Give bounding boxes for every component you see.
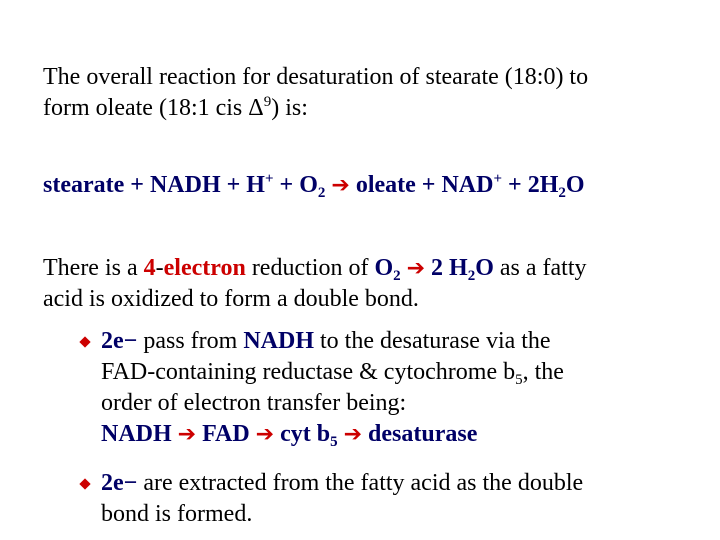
para-pre: There is a	[43, 255, 144, 281]
eq-nad-charge: +	[493, 171, 503, 187]
paragraph-line-1	[43, 253, 587, 284]
intro-line-2	[43, 93, 588, 124]
chain-nadh: NADH	[101, 421, 172, 447]
bullet-1-minus: −	[123, 328, 138, 354]
eq-plus-o: + O	[273, 172, 318, 198]
para-h-subscript: 2	[467, 268, 476, 284]
eq-h-charge: +	[264, 171, 274, 187]
bullet-1-line-3: order of electron transfer being:	[101, 390, 407, 416]
para-electron: electron	[163, 255, 246, 281]
eq-oleate: oleate + NAD	[349, 172, 494, 198]
bullet-1-b5-subscript: 5	[515, 372, 523, 388]
intro-line-2-post: ) is:	[271, 95, 308, 121]
arrow-icon: ➔	[343, 422, 363, 447]
delta-superscript: 9	[263, 94, 272, 110]
bullet-1-post: to the desaturase via the	[314, 328, 551, 354]
paragraph-line-2: acid is oxidized to form a double bond.	[43, 286, 419, 312]
intro-line-1: The overall reaction for desaturation of stearate (18:0) to	[43, 64, 589, 90]
bullet-1-nadh: NADH	[243, 328, 314, 354]
bullet-1-l2-pre: FAD-containing reductase & cytochrome b	[101, 359, 516, 385]
reaction-equation	[43, 170, 585, 201]
delta-symbol: Δ	[248, 95, 264, 121]
arrow-icon: ➔	[331, 173, 350, 198]
bullet-1-lead: 2e	[101, 328, 124, 354]
bullet-item-2	[101, 468, 583, 530]
para-o-subscript: 2	[393, 268, 401, 284]
diamond-bullet-icon	[79, 336, 90, 347]
intro-line-2-pre: form oleate (18:1 cis	[43, 95, 249, 121]
bullet-2-lead: 2e	[101, 470, 124, 496]
eq-water-subscript: 2	[558, 185, 566, 201]
eq-stearate: stearate + NADH + H	[43, 172, 265, 198]
para-h-post: O	[475, 255, 494, 281]
chain-desaturase: desaturase	[368, 421, 478, 447]
bullet-2-post: are extracted from the fatty acid as the double	[137, 470, 584, 496]
para-four: 4	[143, 255, 156, 281]
bullet-1-l2-post: , the	[522, 359, 564, 385]
intro-text	[43, 62, 588, 124]
para-tail: as a fatty	[493, 255, 587, 281]
chain-cyt: cyt b	[280, 421, 331, 447]
eq-o-subscript: 2	[317, 185, 326, 201]
bullet-2-line-1	[101, 468, 583, 499]
bullet-1-line-1	[101, 326, 564, 357]
electron-transfer-chain	[101, 419, 564, 450]
para-dash: -	[155, 255, 164, 281]
arrow-icon: ➔	[255, 422, 275, 447]
eq-water-post: O	[565, 172, 585, 198]
arrow-icon: ➔	[406, 256, 426, 281]
bullet-2-minus: −	[123, 470, 138, 496]
para-o: O	[374, 255, 394, 281]
bullet-item-1	[101, 326, 564, 450]
chain-fad: FAD	[202, 421, 250, 447]
arrow-icon: ➔	[177, 422, 197, 447]
diamond-bullet-icon	[79, 478, 90, 489]
para-two-h: 2 H	[431, 255, 468, 281]
reduction-paragraph	[43, 253, 587, 315]
bullet-1-pre: pass from	[137, 328, 244, 354]
chain-cyt-subscript: 5	[330, 434, 338, 450]
eq-water-pre: + 2H	[502, 172, 559, 198]
bullet-1-line-2	[101, 357, 564, 388]
para-mid: reduction of	[245, 255, 375, 281]
bullet-2-line-2: bond is formed.	[101, 501, 253, 527]
